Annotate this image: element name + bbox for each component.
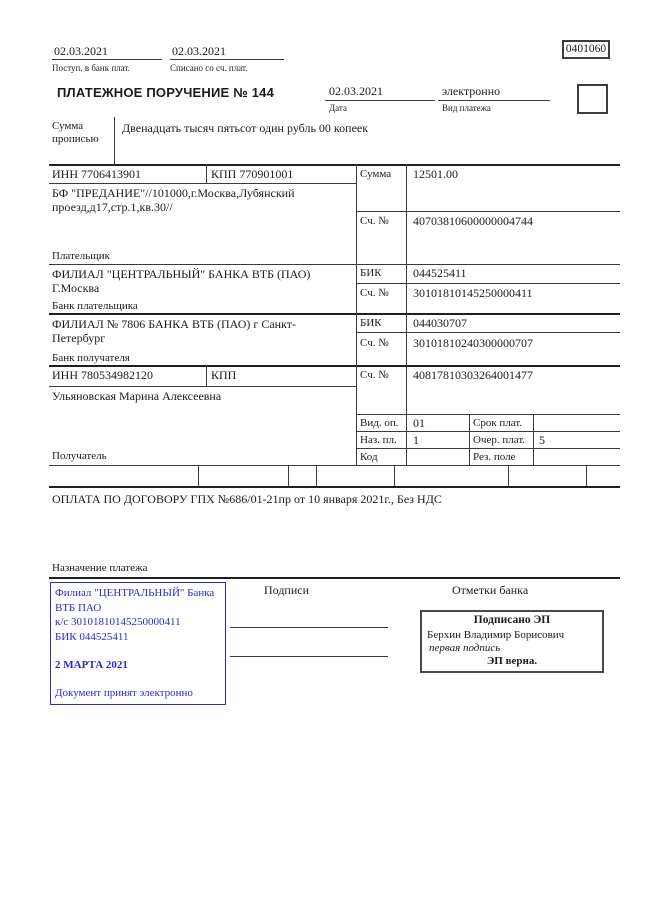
- payment-purpose-label: Назначение платежа: [52, 562, 148, 574]
- grid-line: [49, 577, 620, 579]
- grid-line: [49, 486, 620, 488]
- payee-bank-bik-label: БИК: [360, 317, 382, 329]
- form-code-box: 0401060: [562, 40, 610, 59]
- debited-label: Списано со сч. плат.: [170, 63, 248, 73]
- grid-line: [49, 264, 620, 265]
- payer-bank-account: 30101810145250000411: [413, 286, 533, 300]
- signatures-label: Подписи: [264, 583, 310, 597]
- op-kind-label: Вид. оп.: [360, 417, 399, 429]
- amount-in-words: Двенадцать тысяч пятьсот один рубль 00 копеек: [122, 121, 369, 135]
- grid-line: [394, 465, 395, 486]
- payee-name: Ульяновская Марина Алексеевна: [52, 389, 222, 403]
- document-date: 02.03.2021: [329, 84, 383, 98]
- purpose-code-value: 1: [413, 433, 419, 447]
- payee-label: Получатель: [52, 450, 107, 462]
- stamp-date: 2 МАРТА 2021: [55, 659, 128, 672]
- signature-line: [230, 627, 388, 628]
- esignature-stamp: [420, 610, 604, 673]
- grid-line: [356, 164, 357, 465]
- payment-purpose-text: ОПЛАТА ПО ДОГОВОРУ ГПХ №686/01-21пр от 10 января 2021г., Без НДС: [52, 492, 442, 506]
- payee-account: 40817810303264001477: [413, 368, 533, 382]
- payee-bank-bik: 044030707: [413, 316, 467, 330]
- payee-inn: ИНН 780534982120: [52, 368, 153, 382]
- grid-line: [356, 211, 620, 212]
- grid-line: [49, 465, 620, 466]
- esign-verified-note: ЭП верна.: [486, 655, 538, 667]
- payer-inn: ИНН 7706413901: [52, 167, 141, 181]
- payment-kind-label: Вид платежа: [442, 103, 491, 113]
- bank-blue-stamp: [50, 582, 226, 705]
- payee-bank-label: Банк получателя: [52, 352, 130, 364]
- order-label: Очер. плат.: [473, 434, 526, 446]
- stamp-accepted-note: Документ принят электронно: [55, 687, 193, 700]
- grid-line: [49, 183, 356, 184]
- payer-name: БФ "ПРЕДАНИЕ"//101000,г.Москва,Лубянский проезд,д17,стр.1,кв.30//: [52, 186, 295, 215]
- grid-line: [356, 431, 620, 432]
- payer-account-label: Сч. №: [360, 215, 389, 227]
- bank-marks-label: Отметки банка: [452, 583, 529, 597]
- grid-line: [356, 283, 620, 284]
- underline: [325, 100, 435, 101]
- grid-line: [49, 386, 356, 387]
- esign-signature-kind: первая подпись: [429, 642, 501, 654]
- stamp-bik: БИК 044525411: [55, 630, 129, 643]
- grid-line: [586, 465, 587, 486]
- payee-kpp: КПП: [211, 368, 237, 382]
- payer-bank-account-label: Сч. №: [360, 287, 389, 299]
- underline: [438, 100, 550, 101]
- grid-line: [316, 465, 317, 486]
- payee-account-label: Сч. №: [360, 369, 389, 381]
- underline: [170, 59, 284, 60]
- grid-line: [206, 365, 207, 386]
- grid-line: [406, 164, 407, 465]
- purpose-code-label: Наз. пл.: [360, 434, 397, 446]
- received-in-bank-date: 02.03.2021: [54, 44, 108, 58]
- esign-title: Подписано ЭП: [473, 614, 551, 626]
- payer-bank-label: Банк плательщика: [52, 300, 138, 312]
- sum-value: 12501.00: [413, 167, 458, 181]
- grid-line: [356, 332, 620, 333]
- signature-line: [230, 656, 388, 657]
- payer-bank-bik-label: БИК: [360, 267, 382, 279]
- stamp-bank-name-line1: Филиал "ЦЕНТРАЛЬНЫЙ" Банка: [55, 587, 215, 599]
- payer-bank-name: ФИЛИАЛ "ЦЕНТРАЛЬНЫЙ" БАНКА ВТБ (ПАО) Г.Москва: [52, 267, 311, 296]
- grid-line: [533, 414, 534, 465]
- grid-line: [288, 465, 289, 486]
- grid-line: [49, 365, 620, 367]
- grid-line: [469, 414, 470, 465]
- esign-signer-name: Берхин Владимир Борисович: [427, 629, 565, 641]
- payer-account: 40703810600000004744: [413, 214, 533, 228]
- payer-bank-bik: 044525411: [413, 266, 467, 280]
- empty-checkbox: [577, 84, 608, 114]
- op-kind-value: 01: [413, 416, 425, 430]
- payer-kpp: КПП 770901001: [211, 167, 294, 181]
- stamp-bank-name-line2: ВТБ ПАО: [55, 601, 102, 614]
- payment-kind-value: электронно: [442, 84, 501, 98]
- order-value: 5: [539, 433, 545, 447]
- received-in-bank-label: Поступ. в банк плат.: [52, 63, 130, 73]
- sum-label: Сумма: [360, 168, 392, 180]
- grid-line: [206, 164, 207, 183]
- stamp-corr-account: к/с 30101810145250000411: [55, 616, 181, 629]
- debited-date: 02.03.2021: [172, 44, 226, 58]
- grid-line: [49, 313, 620, 315]
- grid-line: [508, 465, 509, 486]
- payee-bank-account-label: Сч. №: [360, 337, 389, 349]
- grid-line: [198, 465, 199, 486]
- amount-in-words-label: Сумма прописью: [52, 120, 99, 146]
- grid-line: [114, 117, 115, 164]
- code-label: Код: [360, 451, 378, 463]
- grid-line: [356, 414, 620, 415]
- grid-line: [49, 164, 620, 166]
- reserve-label: Рез. поле: [473, 451, 516, 463]
- document-title: ПЛАТЕЖНОЕ ПОРУЧЕНИЕ № 144: [57, 85, 275, 100]
- payee-bank-account: 30101810240300000707: [413, 336, 533, 350]
- grid-line: [356, 448, 620, 449]
- payer-label: Плательщик: [52, 250, 110, 262]
- date-label: Дата: [329, 103, 347, 113]
- underline: [52, 59, 162, 60]
- payee-bank-name: ФИЛИАЛ № 7806 БАНКА ВТБ (ПАО) г Санкт-Петербург: [52, 317, 296, 346]
- term-label: Срок плат.: [473, 417, 523, 429]
